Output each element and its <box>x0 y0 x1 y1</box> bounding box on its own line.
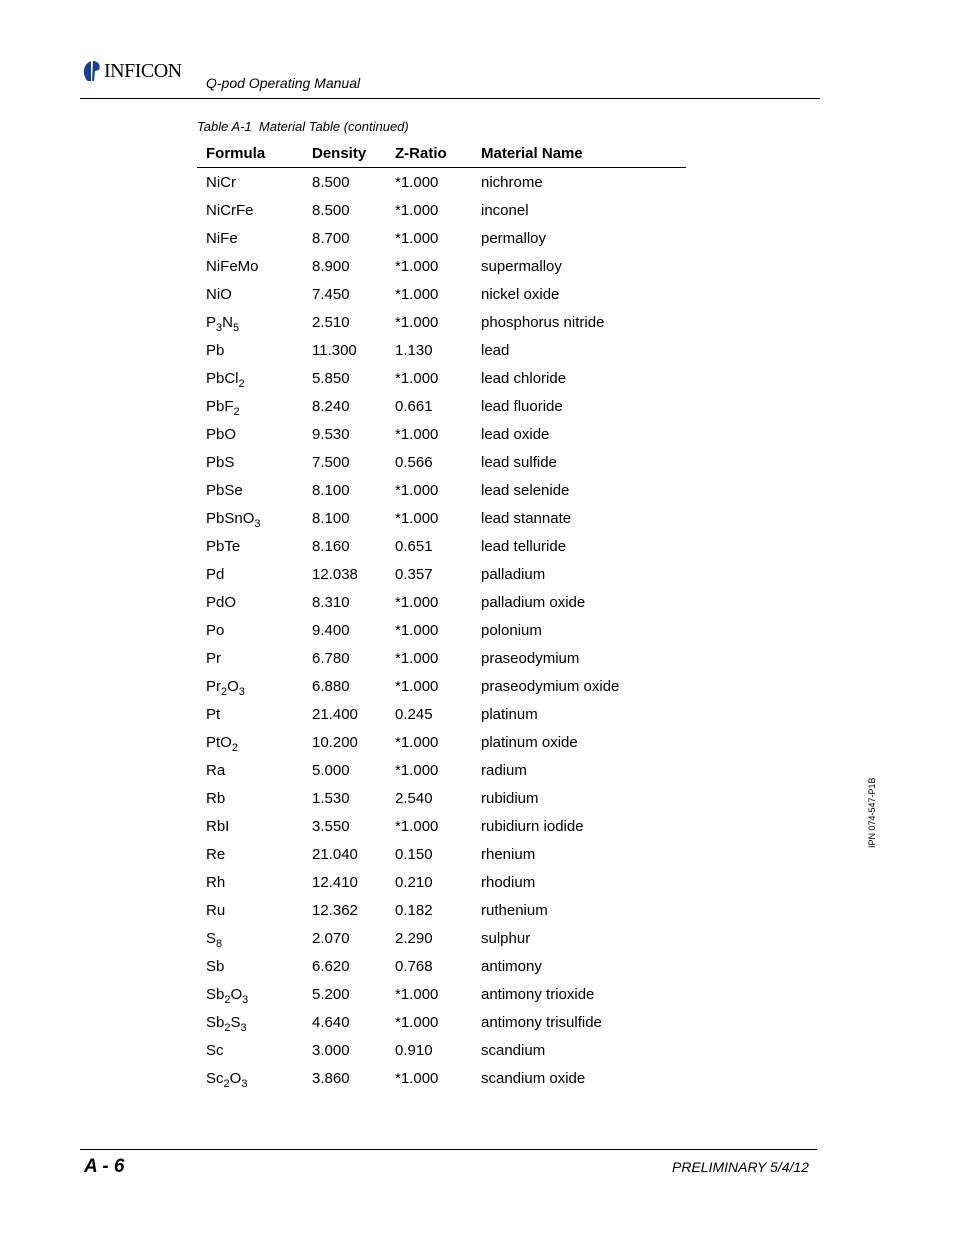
formula-symbol: Sb <box>206 1013 225 1031</box>
cell-z-ratio: 1.130 <box>395 341 433 359</box>
cell-material-name: lead sulfide <box>481 453 557 471</box>
cell-formula <box>197 168 303 197</box>
cell-density: 12.410 <box>312 873 358 891</box>
cell-density: 2.070 <box>312 929 350 947</box>
formula-symbol: PbSnO <box>206 509 255 527</box>
formula-subscript: 2 <box>233 405 240 418</box>
formula-symbol: Pr <box>206 677 221 695</box>
cell-density: 21.040 <box>312 845 358 863</box>
cell-z-ratio: *1.000 <box>395 201 439 219</box>
cell-material-name: nichrome <box>481 173 543 191</box>
formula-subscript: 2 <box>224 993 231 1006</box>
cell-density: 8.100 <box>312 481 350 499</box>
cell-formula <box>197 616 303 644</box>
formula-subscript: 2 <box>223 1077 230 1090</box>
table-row <box>197 1008 686 1036</box>
formula-subscript: 3 <box>254 517 261 530</box>
cell-z-ratio: *1.000 <box>395 649 439 667</box>
header-rule <box>80 98 820 99</box>
cell-z-ratio: 0.566 <box>395 453 433 471</box>
cell-density: 8.160 <box>312 537 350 555</box>
cell-z-ratio: *1.000 <box>395 621 439 639</box>
cell-density: 3.000 <box>312 1041 350 1059</box>
document-title: Q-pod Operating Manual <box>206 75 361 91</box>
formula-symbol: Pb <box>206 341 225 359</box>
formula-symbol: PbSe <box>206 481 243 499</box>
table-row <box>197 196 686 224</box>
cell-formula <box>197 1008 303 1036</box>
cell-formula <box>197 728 303 756</box>
cell-formula <box>197 364 303 392</box>
table-row <box>197 840 686 868</box>
table-row <box>197 364 686 392</box>
column-header-material-name: Material Name <box>472 139 686 168</box>
cell-formula <box>197 784 303 812</box>
cell-density: 10.200 <box>312 733 358 751</box>
cell-formula <box>197 420 303 448</box>
formula-symbol: S <box>206 929 217 947</box>
cell-formula <box>197 1036 303 1064</box>
cell-material-name: nickel oxide <box>481 285 560 303</box>
cell-density: 9.530 <box>312 425 350 443</box>
formula-symbol: Ru <box>206 901 226 919</box>
page-header <box>80 56 820 100</box>
cell-density: 5.850 <box>312 369 350 387</box>
formula-subscript: 2 <box>238 377 245 390</box>
formula-subscript: 8 <box>216 937 223 950</box>
cell-formula <box>197 252 303 280</box>
cell-material-name: platinum oxide <box>481 733 578 751</box>
cell-material-name: scandium oxide <box>481 1069 586 1087</box>
table-row <box>197 672 686 700</box>
cell-material-name: antimony trisulfide <box>481 1013 602 1031</box>
formula-symbol: PbCl <box>206 369 239 387</box>
table-row <box>197 308 686 336</box>
cell-density: 2.510 <box>312 313 350 331</box>
table-row <box>197 700 686 728</box>
formula-symbol: P <box>206 313 217 331</box>
cell-material-name: lead <box>481 341 510 359</box>
cell-material-name: praseodymium oxide <box>481 677 620 695</box>
table-row <box>197 812 686 840</box>
cell-formula <box>197 560 303 588</box>
cell-z-ratio: *1.000 <box>395 677 439 695</box>
cell-formula <box>197 504 303 532</box>
formula-symbol: PbF <box>206 397 234 415</box>
page-number: A - 6 <box>84 1156 125 1177</box>
cell-material-name: rhodium <box>481 873 536 891</box>
table-row <box>197 1064 686 1092</box>
formula-symbol: NiCrFe <box>206 201 254 219</box>
cell-material-name: antimony <box>481 957 542 975</box>
cell-material-name: lead fluoride <box>481 397 563 415</box>
table-row <box>197 1036 686 1064</box>
cell-z-ratio: *1.000 <box>395 257 439 275</box>
cell-z-ratio: *1.000 <box>395 481 439 499</box>
cell-formula <box>197 448 303 476</box>
cell-z-ratio: 0.910 <box>395 1041 433 1059</box>
cell-material-name: lead oxide <box>481 425 550 443</box>
cell-formula <box>197 980 303 1008</box>
cell-formula <box>197 224 303 252</box>
cell-material-name: phosphorus nitride <box>481 313 605 331</box>
cell-formula <box>197 896 303 924</box>
formula-symbol: Pd <box>206 565 225 583</box>
cell-density: 8.500 <box>312 201 350 219</box>
cell-density: 1.530 <box>312 789 350 807</box>
formula-symbol: Pt <box>206 705 221 723</box>
formula-symbol: PdO <box>206 593 237 611</box>
formula-symbol: Sc <box>206 1041 224 1059</box>
cell-formula <box>197 924 303 952</box>
formula-symbol: NiO <box>206 285 232 303</box>
cell-material-name: praseodymium <box>481 649 580 667</box>
cell-formula <box>197 672 303 700</box>
formula-subscript: 2 <box>221 685 228 698</box>
formula-symbol: PtO <box>206 733 232 751</box>
table-row <box>197 784 686 812</box>
cell-formula <box>197 1064 303 1092</box>
table-row <box>197 476 686 504</box>
formula-subscript: 3 <box>238 685 245 698</box>
table-row <box>197 896 686 924</box>
cell-density: 6.880 <box>312 677 350 695</box>
table-row <box>197 728 686 756</box>
cell-z-ratio: 2.540 <box>395 789 433 807</box>
cell-formula <box>197 336 303 364</box>
cell-density: 12.038 <box>312 565 358 583</box>
cell-formula <box>197 952 303 980</box>
cell-density: 6.780 <box>312 649 350 667</box>
cell-material-name: scandium <box>481 1041 546 1059</box>
formula-symbol: Sc <box>206 1069 224 1087</box>
cell-density: 8.500 <box>312 173 350 191</box>
formula-symbol: O <box>227 677 239 695</box>
formula-symbol: Rh <box>206 873 226 891</box>
formula-symbol: Pr <box>206 649 221 667</box>
formula-subscript: 3 <box>242 993 249 1006</box>
cell-density: 7.450 <box>312 285 350 303</box>
cell-z-ratio: 0.768 <box>395 957 433 975</box>
column-header-z-ratio: Z-Ratio <box>386 139 472 168</box>
formula-symbol: PbS <box>206 453 235 471</box>
formula-symbol: RbI <box>206 817 230 835</box>
table-row <box>197 280 686 308</box>
table-row <box>197 924 686 952</box>
cell-material-name: rubidiurn iodide <box>481 817 584 835</box>
cell-density: 8.700 <box>312 229 350 247</box>
formula-subscript: 5 <box>232 321 240 334</box>
formula-symbol: O <box>230 985 243 1003</box>
formula-subscript: 2 <box>231 741 238 754</box>
cell-formula <box>197 644 303 672</box>
table-row <box>197 420 686 448</box>
logo-mark-icon <box>82 60 102 82</box>
formula-symbol: Sb <box>206 985 225 1003</box>
cell-z-ratio: *1.000 <box>395 1069 439 1087</box>
cell-material-name: rhenium <box>481 845 536 863</box>
cell-z-ratio: 0.651 <box>395 537 433 555</box>
cell-formula <box>197 392 303 420</box>
cell-density: 4.640 <box>312 1013 350 1031</box>
table-row <box>197 756 686 784</box>
cell-material-name: radium <box>481 761 527 779</box>
cell-z-ratio: 2.290 <box>395 929 433 947</box>
formula-symbol: NiFeMo <box>206 257 259 275</box>
formula-symbol: NiCr <box>206 173 236 191</box>
column-header-density: Density <box>303 139 386 168</box>
cell-formula <box>197 476 303 504</box>
ipn-label: IPN 074-547-P1B <box>867 777 877 848</box>
table-row <box>197 588 686 616</box>
formula-subscript: 2 <box>224 1021 231 1034</box>
formula-symbol: PbTe <box>206 537 241 555</box>
cell-material-name: lead chloride <box>481 369 567 387</box>
formula-symbol: O <box>229 1069 242 1087</box>
cell-z-ratio: *1.000 <box>395 733 439 751</box>
cell-density: 8.100 <box>312 509 350 527</box>
table-caption: Table A-1 Material Table (continued) <box>197 119 409 134</box>
table-row <box>197 644 686 672</box>
inficon-logo <box>82 60 182 82</box>
cell-z-ratio: *1.000 <box>395 425 439 443</box>
cell-z-ratio: *1.000 <box>395 817 439 835</box>
cell-material-name: palladium <box>481 565 546 583</box>
cell-material-name: permalloy <box>481 229 547 247</box>
logo-text: INFICON <box>104 60 182 82</box>
cell-z-ratio: 0.661 <box>395 397 433 415</box>
footer-rule <box>80 1149 817 1150</box>
formula-symbol: S <box>230 1013 241 1031</box>
table-row <box>197 560 686 588</box>
cell-density: 8.310 <box>312 593 350 611</box>
cell-formula <box>197 196 303 224</box>
cell-formula <box>197 700 303 728</box>
cell-z-ratio: *1.000 <box>395 1013 439 1031</box>
formula-symbol: Ra <box>206 761 226 779</box>
cell-z-ratio: *1.000 <box>395 593 439 611</box>
cell-z-ratio: *1.000 <box>395 369 439 387</box>
cell-material-name: sulphur <box>481 929 531 947</box>
cell-material-name: ruthenium <box>481 901 548 919</box>
table-row <box>197 952 686 980</box>
table-row <box>197 252 686 280</box>
cell-z-ratio: *1.000 <box>395 285 439 303</box>
cell-density: 7.500 <box>312 453 350 471</box>
preliminary-date: PRELIMINARY 5/4/12 <box>672 1159 809 1175</box>
cell-density: 6.620 <box>312 957 350 975</box>
formula-subscript: 3 <box>241 1077 248 1090</box>
table-body <box>197 168 686 1093</box>
cell-material-name: polonium <box>481 621 542 639</box>
cell-density: 8.900 <box>312 257 350 275</box>
cell-formula <box>197 812 303 840</box>
cell-density: 12.362 <box>312 901 358 919</box>
formula-symbol: N <box>222 313 233 331</box>
cell-material-name: palladium oxide <box>481 593 586 611</box>
column-header-formula: Formula <box>197 139 303 168</box>
formula-subscript: 3 <box>240 1021 247 1034</box>
table-row <box>197 336 686 364</box>
cell-formula <box>197 868 303 896</box>
cell-material-name: lead selenide <box>481 481 570 499</box>
table-row <box>197 448 686 476</box>
formula-symbol: PbO <box>206 425 237 443</box>
formula-symbol: NiFe <box>206 229 238 247</box>
cell-z-ratio: *1.000 <box>395 313 439 331</box>
table-row <box>197 504 686 532</box>
cell-material-name: antimony trioxide <box>481 985 595 1003</box>
cell-z-ratio: 0.357 <box>395 565 433 583</box>
cell-material-name: supermalloy <box>481 257 562 275</box>
formula-symbol: Re <box>206 845 226 863</box>
cell-z-ratio: 0.182 <box>395 901 433 919</box>
cell-formula <box>197 756 303 784</box>
cell-material-name: inconel <box>481 201 529 219</box>
cell-z-ratio: 0.245 <box>395 705 433 723</box>
cell-density: 21.400 <box>312 705 358 723</box>
table-row <box>197 980 686 1008</box>
formula-symbol: Sb <box>206 957 225 975</box>
cell-density: 9.400 <box>312 621 350 639</box>
formula-symbol: Po <box>206 621 225 639</box>
material-table <box>197 139 686 1092</box>
table-row <box>197 532 686 560</box>
cell-formula <box>197 308 303 336</box>
cell-formula <box>197 280 303 308</box>
cell-formula <box>197 532 303 560</box>
cell-formula <box>197 588 303 616</box>
cell-z-ratio: 0.150 <box>395 845 433 863</box>
cell-density: 5.200 <box>312 985 350 1003</box>
cell-density: 8.240 <box>312 397 350 415</box>
cell-material-name: platinum <box>481 705 538 723</box>
cell-z-ratio: *1.000 <box>395 509 439 527</box>
cell-z-ratio: *1.000 <box>395 761 439 779</box>
cell-density: 5.000 <box>312 761 350 779</box>
cell-z-ratio: *1.000 <box>395 173 439 191</box>
table-row <box>197 224 686 252</box>
cell-material-name: lead telluride <box>481 537 567 555</box>
cell-z-ratio: 0.210 <box>395 873 433 891</box>
cell-material-name: lead stannate <box>481 509 572 527</box>
table-row <box>197 168 686 197</box>
cell-density: 11.300 <box>312 341 357 359</box>
cell-material-name: rubidium <box>481 789 539 807</box>
table-header-row <box>197 139 686 168</box>
cell-formula <box>197 840 303 868</box>
formula-symbol: Rb <box>206 789 226 807</box>
formula-subscript: 3 <box>216 321 223 334</box>
table-row <box>197 868 686 896</box>
table-row <box>197 616 686 644</box>
cell-density: 3.860 <box>312 1069 350 1087</box>
cell-density: 3.550 <box>312 817 350 835</box>
cell-z-ratio: *1.000 <box>395 229 439 247</box>
cell-z-ratio: *1.000 <box>395 985 439 1003</box>
table-row <box>197 392 686 420</box>
